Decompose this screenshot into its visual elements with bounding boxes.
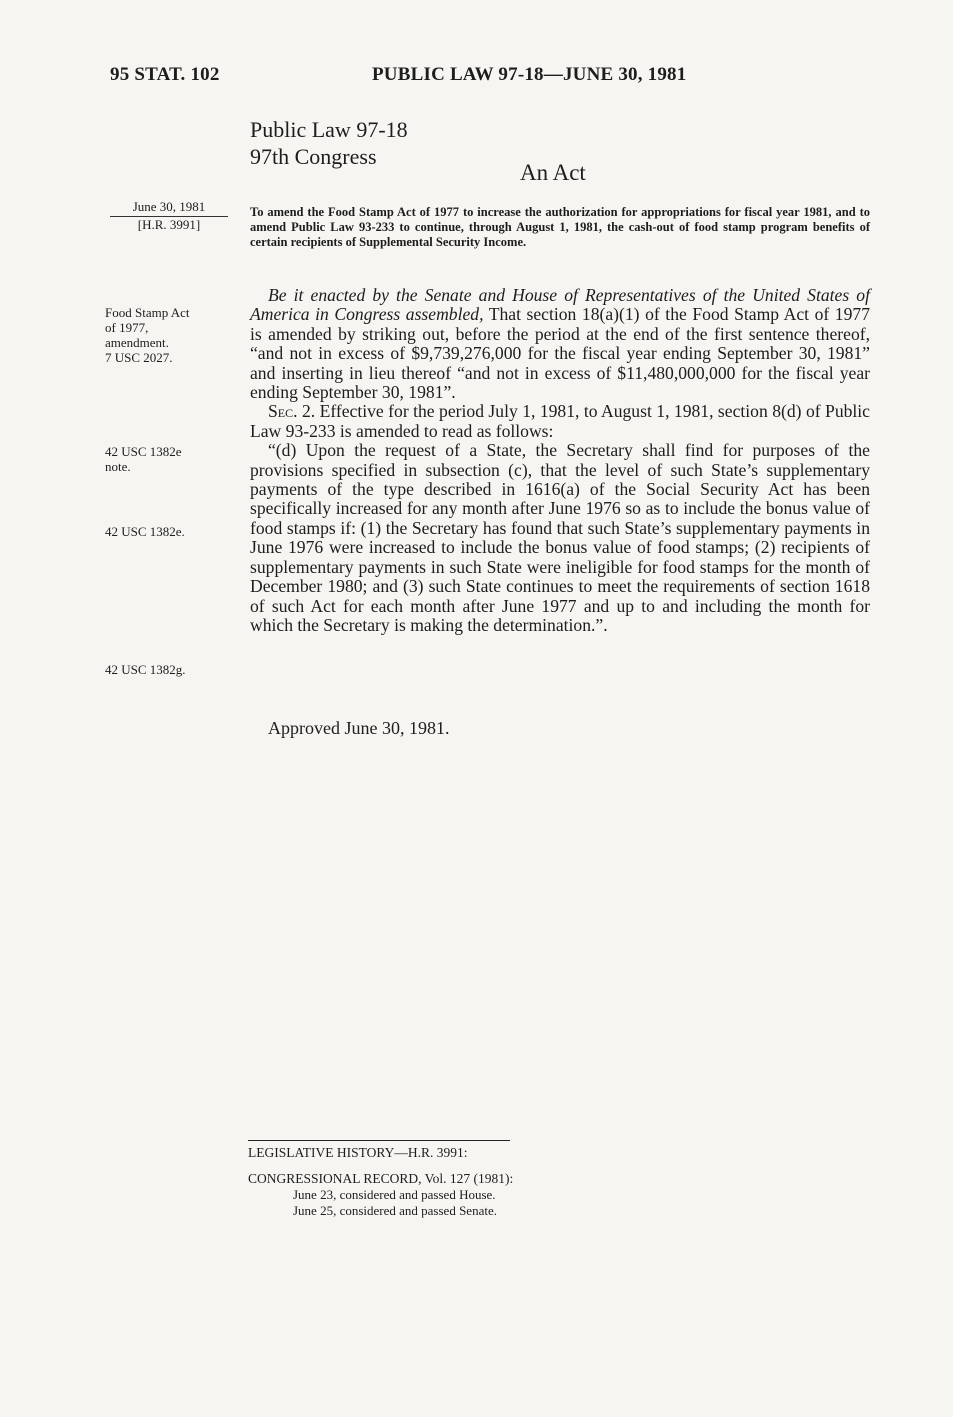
purpose-clause: To amend the Food Stamp Act of 1977 to increase the authorization for appropriations for fiscal year 1981, and to amend Public Law 93-233 to continue, through August 1, 1981, the cash-out of food stamp program benefits of certain recipients of Supplemental Security Income. (250, 205, 870, 249)
sidenote-date: June 30, 1981 (110, 199, 228, 217)
sidenote-42usc1382e-note (105, 444, 235, 474)
history-divider (248, 1140, 510, 1141)
sidenote-line: note. (105, 459, 131, 474)
sidenote-line: 42 USC 1382e (105, 444, 182, 459)
section-1-text: That section 18(a)(1) of the Food Stamp Act of 1977 is amended by striking out, before the period at the end of the first sentence thereof, “and not in excess of $9,739,276,000 for the fiscal year ending September 30, 1981” and inserting in lieu thereof “and not in excess of $11,480,000,000 for the fiscal year ending September 30, 1981”. (250, 304, 870, 403)
public-law-number: Public Law 97-18 (250, 117, 408, 142)
congress-number: 97th Congress (250, 144, 377, 169)
section-2-text: Effective for the period July 1, 1981, to August 1, 1981, section 8(d) of Public Law 93-233 is amended to read as follows: (250, 401, 870, 441)
approval-date: Approved June 30, 1981. (268, 718, 450, 738)
sidenote-42usc1382g: 42 USC 1382g. (105, 662, 186, 677)
history-entry: June 23, considered and passed House. (293, 1187, 496, 1202)
sidenote-bill-number: [H.R. 3991] (137, 217, 201, 232)
statute-page-reference: 95 STAT. 102 (110, 64, 220, 85)
law-title-block (250, 116, 408, 170)
quoted-subsection-d: “(d) Upon the request of a State, the Secretary shall find for purposes of the provisions specified in subsection (c), that the level of such State’s supplementary payments of the type described in 1616(a) of the Social Security Act has been specifically increased for any month after June 1976 so as to include the bonus value of food stamps if: (1) the Secretary has found that such State’s supplementary payments in June 1976 were increased to include the bonus value of food stamps; (2) recipients of supplementary payments in such State were ineligible for food stamps for the month of December 1980; and (3) such State continues to meet the requirements of section 1618 of such Act for each month after June 1977 and up to and including the month for which the Secretary is making the determination.”. (250, 440, 870, 635)
legislative-history (248, 1145, 513, 1219)
sidenote-line: 7 USC 2027. (105, 350, 173, 365)
sidenote-line: of 1977, (105, 320, 149, 335)
sidenote-food-stamp-act (105, 305, 235, 365)
legislative-history-heading: LEGISLATIVE HISTORY—H.R. 3991: (248, 1145, 468, 1160)
running-header-title: PUBLIC LAW 97-18—JUNE 30, 1981 (372, 64, 687, 85)
congressional-record-reference: CONGRESSIONAL RECORD, Vol. 127 (1981): (248, 1171, 514, 1186)
act-heading: An Act (520, 160, 586, 185)
sidenote-line: Food Stamp Act (105, 305, 190, 320)
sidenote-date-bill (110, 199, 228, 233)
sidenote-line: amendment. (105, 335, 169, 350)
history-entry: June 25, considered and passed Senate. (293, 1203, 497, 1218)
act-body (250, 286, 870, 635)
section-2 (250, 402, 870, 441)
section-2-label: Sec. 2. (268, 401, 316, 422)
sidenote-42usc1382e: 42 USC 1382e. (105, 524, 185, 539)
section-1 (250, 286, 870, 402)
enacting-clause: Be it enacted by the Senate and House of Representatives of the United States of America in Congress assembled, (250, 285, 870, 325)
